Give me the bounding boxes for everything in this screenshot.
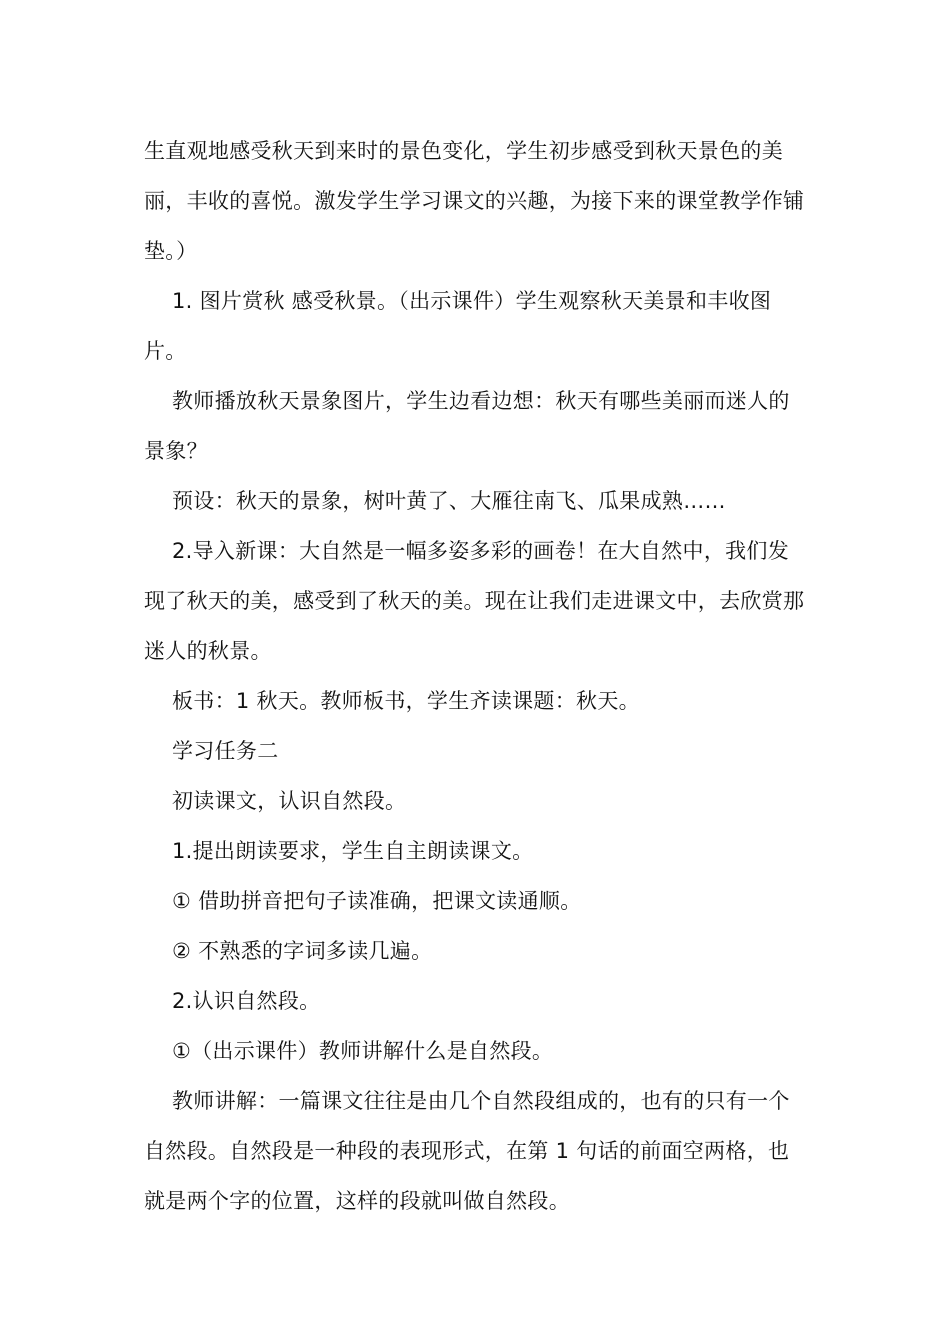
- paragraph-reading-requirement: 1.提出朗读要求，学生自主朗读课文。: [172, 839, 534, 863]
- document-body: [144, 126, 810, 1226]
- paragraph-task-two-heading: 学习任务二: [172, 739, 279, 763]
- paragraph-courseware-explain: ①（出示课件）教师讲解什么是自然段。: [172, 1039, 554, 1063]
- paragraph-blackboard: 板书：1 秋天。教师板书，学生齐读课题：秋天。: [172, 689, 640, 713]
- paragraph-requirement-2: ② 不熟悉的字词多读几遍。: [172, 939, 433, 963]
- paragraph-continued-intro: 生直观地感受秋天到来时的景色变化，学生初步感受到秋天景色的美丽，丰收的喜悦。激发学生学习课文的兴趣，为接下来的课堂教学作铺垫。）: [144, 139, 805, 263]
- paragraph-requirement-1: ① 借助拼音把句子读准确，把课文读通顺。: [172, 889, 582, 913]
- paragraph-teacher-explanation: 教师讲解：一篇课文往往是由几个自然段组成的，也有的只有一个自然段。自然段是一种段的表现形式，在第 1 句话的前面空两格，也就是两个字的位置，这样的段就叫做自然段。: [144, 1089, 790, 1213]
- paragraph-step-1-picture: 1. 图片赏秋 感受秋景。（出示课件）学生观察秋天美景和丰收图片。: [144, 289, 772, 363]
- paragraph-natural-paragraph-step: 2.认识自然段。: [172, 989, 321, 1013]
- paragraph-preset-answer: 预设：秋天的景象，树叶黄了、大雁往南飞、瓜果成熟……: [172, 489, 726, 513]
- paragraph-teacher-shows-pictures: 教师播放秋天景象图片，学生边看边想：秋天有哪些美丽而迷人的景象？: [144, 389, 790, 463]
- paragraph-task-two-goal: 初读课文，认识自然段。: [172, 789, 407, 813]
- paragraph-step-2-intro: 2.导入新课：大自然是一幅多姿多彩的画卷！在大自然中，我们发现了秋天的美，感受到了秋天的美。现在让我们走进课文中，去欣赏那迷人的秋景。: [144, 539, 805, 663]
